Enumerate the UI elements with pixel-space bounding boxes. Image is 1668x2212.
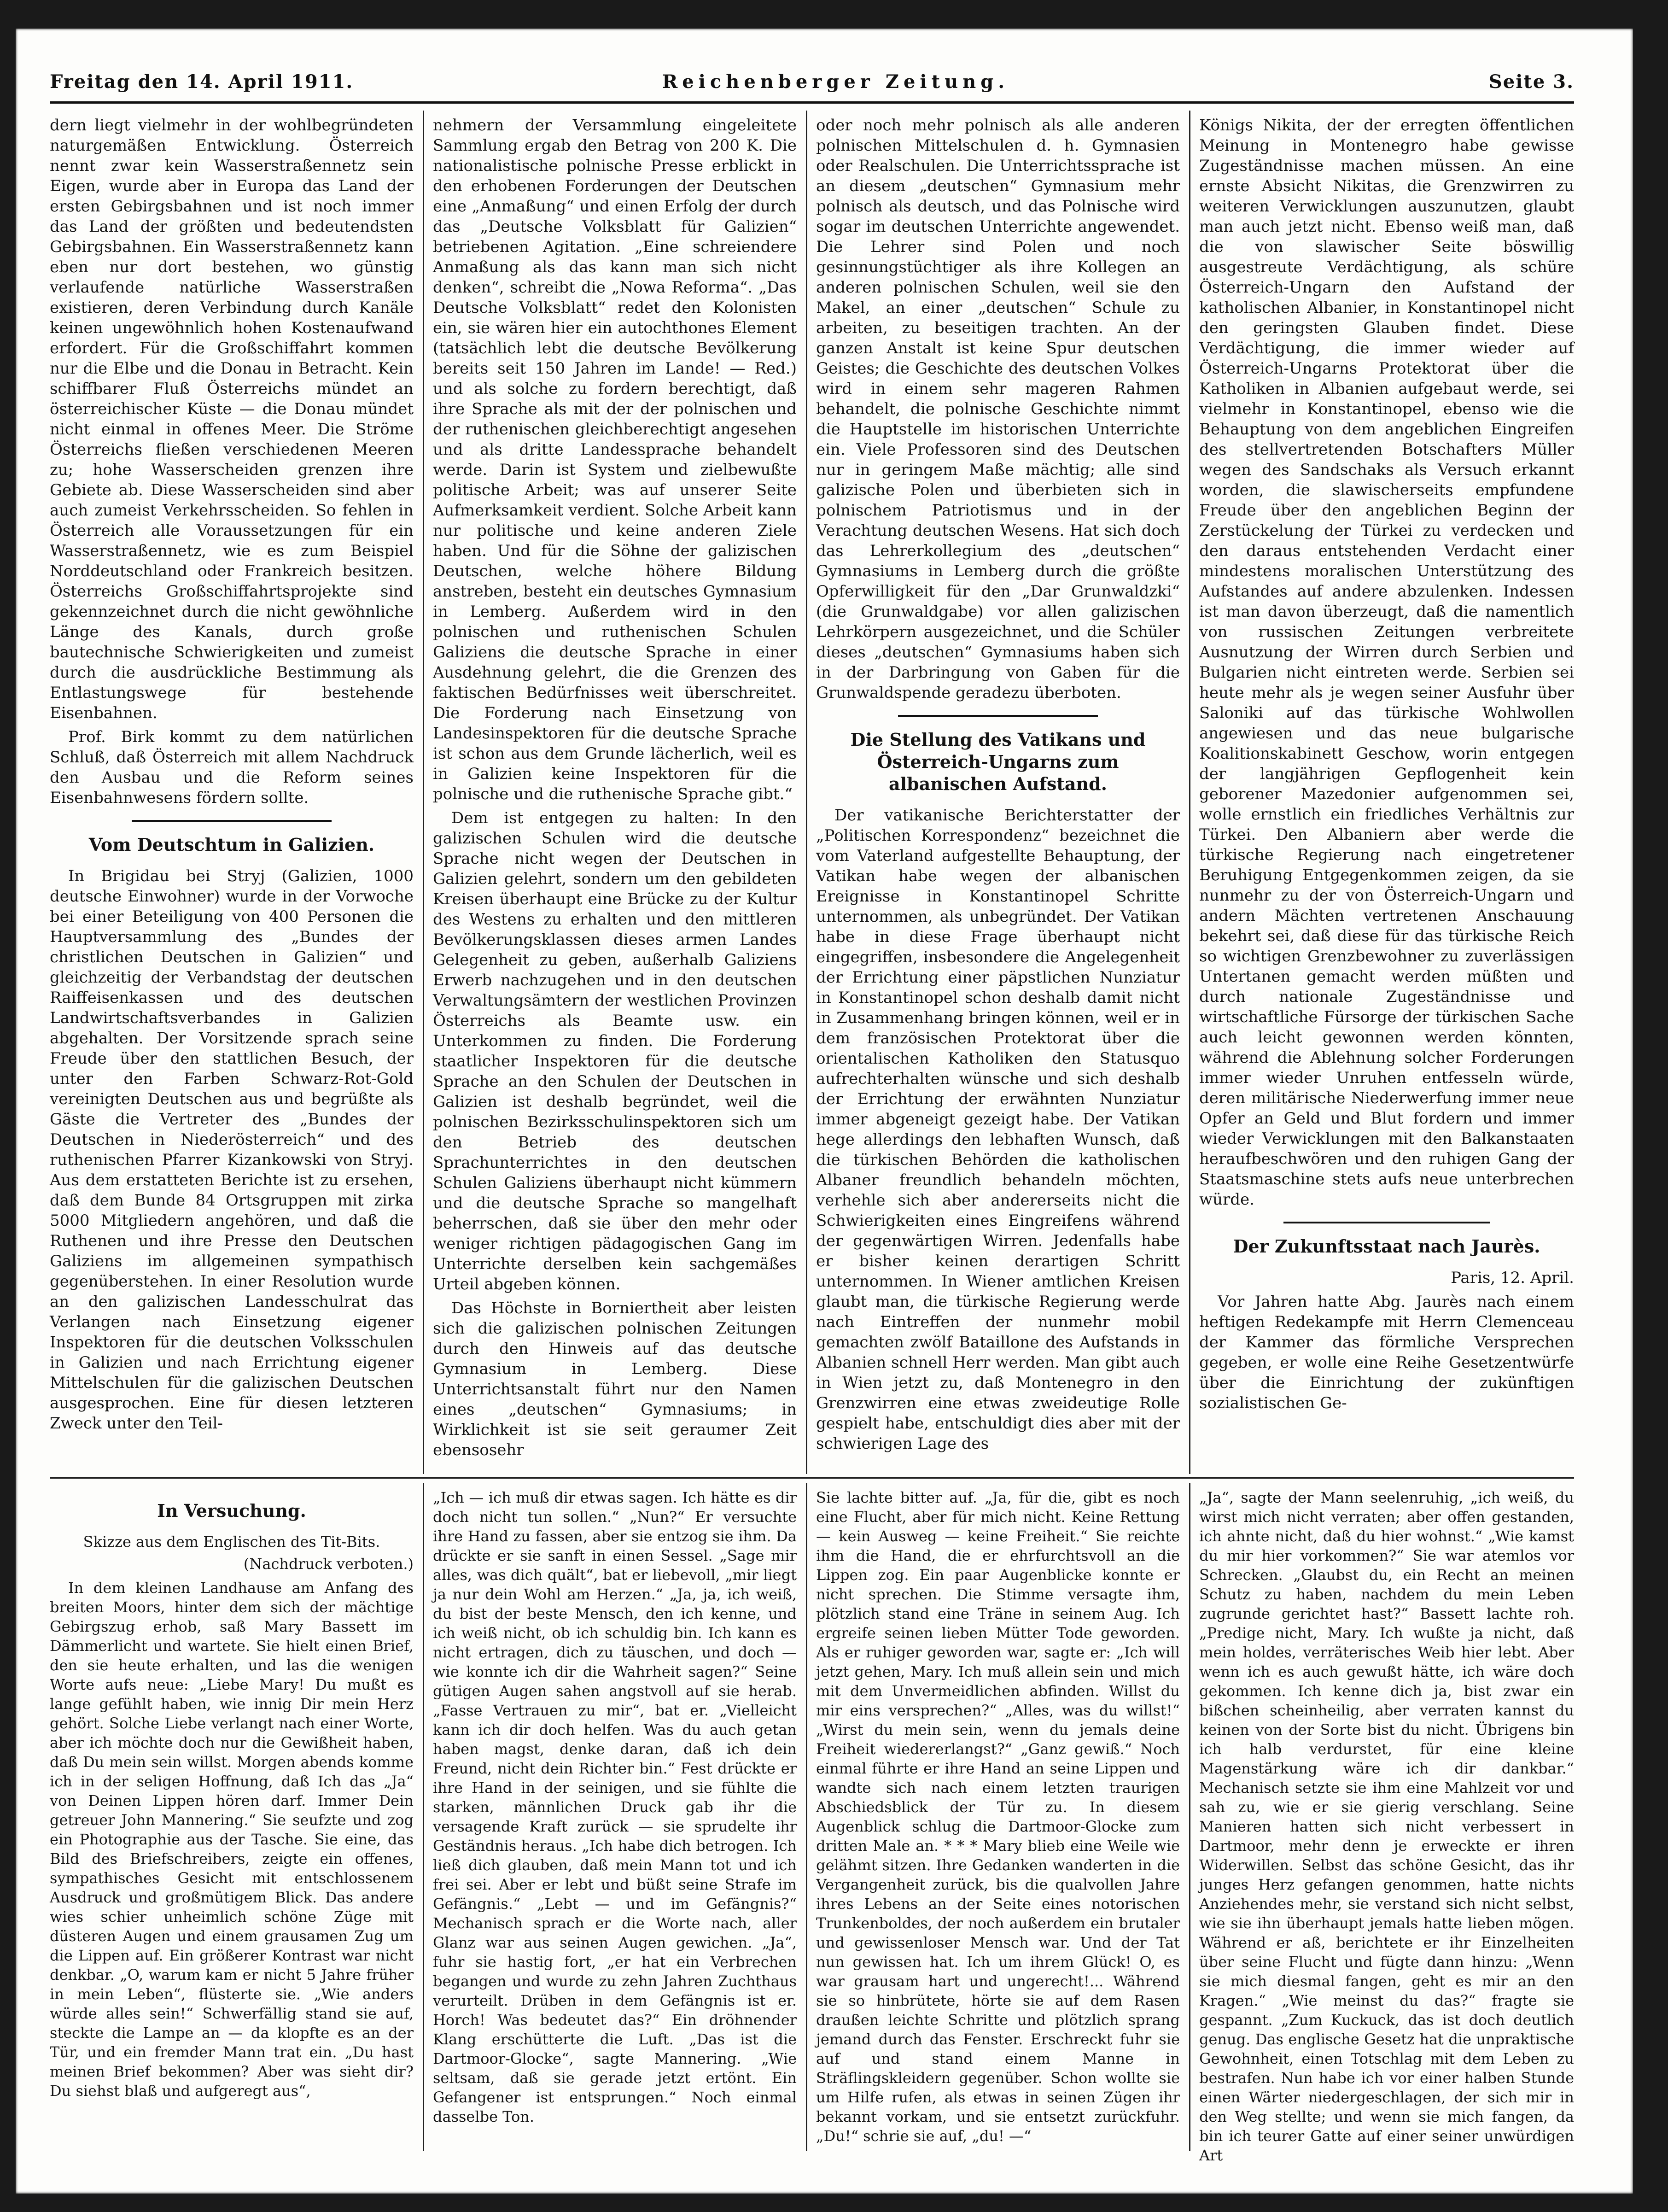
article-column-2 bbox=[433, 115, 797, 1479]
article-paragraph: dern liegt vielmehr in der wohlbegründeten naturgemäßen Entwicklung. Österreich nennt zwar kein Wasserstraßennetz sein Eigen, wurde aber in Europa das Land der ersten Gebirgsbahnen und ist noch immer das Land der größten und bedeutendsten Gebirgsbahnen. Ein Wasserstraßennetz kann eben nur dort bestehen, wo günstig verlaufende natürliche Wasserstraßen existieren, deren Verbindung durch Kanäle keinen ungewöhnlich hohen Kostenaufwand erfordert. Für die Großschiffahrt kommen nur die Elbe und die Donau in Betracht. Kein schiffbarer Fluß Österreichs mündet an österreichischer Küste — die Donau mündet nicht einmal in offenes Meer. Die Ströme Österreichs fließen verschiedenen Meeren zu; hohe Wasserscheiden grenzen ihre Gebiete ab. Diese Wasserscheiden sind aber auch zumeist Verkehrsscheiden. So fehlen in Österreich alle Voraussetzungen für ein Wasserstraßennetz, wie es zum Beispiel Norddeutschland oder Frankreich besitzen. Österreichs Großschiffahrtsprojekte sind gekennzeichnet durch die nicht gewöhnliche Länge des Kanals, durch große bautechnische Schwierigkeiten und zumeist durch die ausdrückliche Bestimmung als Entlastungswege für bestehende Eisenbahnen. bbox=[50, 116, 414, 722]
section-rule bbox=[1283, 1222, 1490, 1223]
feuilleton-paragraph: Sie lachte bitter auf. „Ja, für die, gibt es noch eine Flucht, aber für mich nicht. Keine Rettung — kein Ausweg — keine Freiheit.“ Sie reichte ihm die Hand, die er ehrfurchtsvoll an die Lippen zog. Ein paar Augenblicke konnte er nicht sprechen. Die Stimme versagte ihm, plötzlich stand eine Träne in seinem Aug. Ich ergreife seinen lieben Mütter Tode geworden. Als er ruhiger geworden war, sagte er: „Ich will jetzt gehen, Mary. Ich muß allein sein und mich mit dem Unvermeidlichen abfinden. Willst du mir eins versprechen?“ „Alles, was du willst!“ „Wirst du mein sein, wenn du jemals deine Freiheit wiedererlangst?“ „Ganz gewiß.“ Noch einmal führte er ihre Hand an seine Lippen und wandte sich nach einem letzten traurigen Abschiedsblick der Tür zu. In diesem Augenblick schlug die Dartmoor-Glocke zum dritten Male an. * * * Mary blieb eine Weile wie gelähmt sitzen. Ihre Gedanken wanderten in die Vergangenheit zurück, bis die qualvollen Jahre ihres Lebens an der Seite eines notorischen Trunkenboldes, der noch außerdem ein brutaler und gewissenloser Mensch war. Und der Tat nun gewissen hat. Ich um ihrem Glück! O, es war grausam hart und ungerecht!... Während sie so hinbrütete, hörte sie auf dem Rasen draußen leichte Schritte und plötzlich sprang jemand durch das Fenster. Erschreckt fuhr sie auf und stand einem Manne in Sträflingskleidern gegenüber. Schon wollte sie um Hilfe rufen, als etwas in seinen Zügen ihr bekannt vorkam, und sie entsetzt zurückfuhr. „Du!“ schrie sie auf, „du! —“ bbox=[816, 1489, 1180, 2145]
page-header bbox=[50, 55, 1574, 104]
reprint-note: (Nachdruck verboten.) bbox=[243, 1555, 414, 1573]
article-headline: Der Zukunftsstaat nach Jaurès. bbox=[1233, 1236, 1540, 1257]
article-paragraph: Dem ist entgegen zu halten: In den galizischen Schulen wird die deutsche Sprache nicht wegen der Deutschen in Galizien gelehrt, sondern um den gebildeten Kreisen überhaupt eine Brücke zu der Kultur des Westens zu erhalten und den mittleren Bevölkerungsklassen dieses armen Landes Gelegenheit zu geben, außerhalb Galiziens Erwerb nachzugehen und in den deutschen Verwaltungsämtern der westlichen Provinzen Österreichs als Beamte usw. ein Unterkommen zu finden. Die Forderung staatlicher Inspektoren für die deutsche Sprache an den Schulen der Deutschen in Galizien ist deshalb begründet, weil die polnischen Bezirksschulinspektoren sich um den Betrieb des deutschen Sprachunterrichtes in den deutschen Schulen Galiziens überhaupt nicht kümmern und die deutsche Sprache so mangelhaft beherrschen, daß sie über den mehr oder weniger richtigen pädagogischen Gang im Unterrichte derselben kein sachgemäßes Urteil abgeben können. bbox=[433, 809, 797, 1293]
article-paragraph: Das Höchste in Borniertheit aber leisten sich die galizischen polnischen Zeitungen durch den Hinweis auf das deutsche Gymnasium in Lemberg. Diese Unterrichtsanstalt führt nur den Namen eines „deutschen“ Gymnasiums; in Wirklichkeit ist sie seit geraumer Zeit ebensosehr bbox=[433, 1299, 797, 1459]
feuilleton-column-3 bbox=[816, 1488, 1180, 2151]
column-divider bbox=[423, 1483, 424, 2151]
article-paragraph: Königs Nikita, der der erregten öffentlichen Meinung in Montenegro habe gewisse Zugeständnisse machen müssen. An eine ernste Absicht Nikitas, die Grenzwirren zu weiteren Verwicklungen auszunutzen, glaubt man auch jetzt nicht. Ebenso weiß man, daß die von slawischer Seite böswillig ausgestreute Verdächtigung, als schüre Österreich-Ungarn den Aufstand der katholischen Albanier, in Konstantinopel nicht den geringsten Glauben findet. Diese Verdächtigung, die immer wieder auf Österreich-Ungarns Protektorat über die Katholiken in Albanien aufgebaut werde, sei vielmehr in Konstantinopel, ebenso wie die Behauptung von dem angeblichen Eingreifen des stellvertretenden Botschafters Müller wegen des Sandschaks als Versuch erkannt worden, die slawischerseits empfundene Freude über den angeblichen Beginn der Zerstückelung der Türkei zu verdecken und den daraus entstehenden Verdacht einer mindestens moralischen Unterstützung des Aufstandes auf andere abzulenken. Indessen ist man davon überzeugt, daß die namentlich von russischen Zeitungen verbreitete Ausnutzung der Wirren durch Serbien und Bulgarien nicht eintreten werde. Serbien sei heute mehr als je wegen seiner Ausfuhr über Saloniki auf das türkische Wohlwollen angewiesen und das neue bulgarische Koalitionskabinett Geschow, worin entgegen der langjährigen Gepflogenheit kein geborener Mazedonier aufgenommen sei, wolle ernstlich ein friedliches Verhältnis zur Türkei. Den Albaniern aber werde die türkische Regierung nach eingetretener Beruhigung Entgegenkommen zeigen, da sie nunmehr zu der von Österreich-Ungarn und andern Mächten vertretenen Anschauung bekehrt sei, daß diese für das türkische Reich so wichtigen Grenzbewohner zu zuverlässigen Untertanen gemacht werden müßten und durch nationale Zugeständnisse und wirtschaftliche Fürsorge der türkischen Sache auch leicht gewonnen werden könnten, während die Ablehnung solcher Forderungen immer wieder Unruhen entfesseln würde, deren militärische Niederwerfung immer neue Opfer an Geld und Blut fordern und immer wieder Verwicklungen mit den Balkanstaaten heraufbeschwören und den ruhigen Gang der Staatsmaschine stets aufs neue unterbrechen würde. bbox=[1199, 116, 1574, 1209]
article-paragraph: Vor Jahren hatte Abg. Jaurès nach einem heftigen Redekampfe mit Herrn Clemenceau der Kammer das förmliche Versprechen gegeben, er wolle eine Reihe Gesetzentwürfe über die Einrichtung der zukünftigen sozialistischen Ge- bbox=[1199, 1293, 1574, 1412]
article-column-1 bbox=[50, 115, 414, 1479]
article-paragraph: Der vatikanische Berichterstatter der „Politischen Korrespondenz“ bezeichnet die vom Vaterland aufgestellte Behauptung, der Vatikan habe wegen der albanischen Ereignisse in Konstantinopel Schritte unternommen, als unbegründet. Der Vatikan habe in diese Frage überhaupt nicht eingegriffen, insbesondere die Angelegenheit der Errichtung einer päpstlichen Nunziatur in Konstantinopel schon deshalb damit nicht in Zusammenhang bringen können, weil er in dem französischen Protektorat über die orientalischen Katholiken den Statusquo aufrechterhalten wünsche und sich deshalb der Errichtung der erwähnten Nunziatur immer abgeneigt gezeigt habe. Der Vatikan hege allerdings den lebhaften Wunsch, daß die türkischen Behörden die katholischen Albaner freundlich behandeln möchten, verhehle sich aber andererseits nicht die Schwierigkeiten eines Eingreifens während der gegenwärtigen Wirren. Jedenfalls habe er bisher keinen derartigen Schritt unternommen. In Wiener amtlichen Kreisen glaubt man, die türkische Regierung werde nach Eintreffen der nunmehr mobil gemachten zwölf Bataillone des Aufstands in Albanien schnell Herr werden. Man gibt auch in Wien jetzt zu, daß Montenegro in den Grenzwirren eine etwas zweideutige Rolle gespielt habe, entschuldigt dies aber mit der schwierigen Lage des bbox=[816, 806, 1180, 1453]
issue-date: Freitag den 14. April 1911. bbox=[50, 71, 354, 93]
feuilleton-column-2 bbox=[433, 1488, 797, 2151]
feuilleton-paragraph: In dem kleinen Landhause am Anfang des breiten Moors, hinter dem sich der mächtige Gebirgszug erhob, saß Mary Bassett im Dämmerlicht und wartete. Sie hielt einen Brief, den sie heute erhalten, und las die wenigen Worte aufs neue: „Liebe Mary! Du mußt es lange gefühlt haben, wie innig Dir mein Herz gehört. Solche Liebe verlangt nach einer Worte, aber ich möchte doch nur die Gewißheit haben, daß Du mein sein willst. Morgen abends komme ich in der seligen Hoffnung, daß Ich das „Ja“ von Deinen Lippen hören darf. Immer Dein getreuer John Mannering.“ Sie seufzte und zog ein Photographie aus der Tasche. Sie eine, das Bild des Briefschreibers, zeigte ein offenes, sympathisches Gesicht mit entschlossenem Ausdruck und großmütigem Blick. Das andere wies schier unheimlich schöne Züge mit düsteren Augen und einem grausamen Zug um die Lippen auf. Ein größerer Kontrast war nicht denkbar. „O, warum kam er nicht 5 Jahre früher in mein Leben“, flüsterte sie. „Wie anders würde alles sein!“ Schwerfällig stand sie auf, steckte die Lampe an — da klopfte es an der Tür, und ein fremder Mann trat ein. „Du hast meinen Brief bekommen? Aber was sieht dir? Du siehst blaß und aufgeregt aus“, bbox=[50, 1579, 414, 2100]
article-dateline: Paris, 12. April. bbox=[1451, 1269, 1574, 1287]
column-divider bbox=[423, 111, 424, 1474]
feuilleton-subtitle: Skizze aus dem Englischen des Tit-Bits. bbox=[83, 1533, 380, 1551]
section-rule bbox=[132, 820, 332, 822]
masthead: Reichenberger Zeitung. bbox=[662, 71, 1009, 93]
column-divider bbox=[806, 111, 807, 1474]
column-divider bbox=[1189, 1483, 1190, 2151]
feuilleton-paragraph: „Ich — ich muß dir etwas sagen. Ich hätte es dir doch nicht tun sollen.“ „Nun?“ Er versuchte ihre Hand zu fassen, aber sie entzog sie ihm. Da drückte er sie sanft in einen Sessel. „Sage mir alles, was dich quält“, bat er liebevoll, „mir liegt ja nur dein Wohl am Herzen.“ „Ja, ja, ich weiß, du bist der beste Mensch, den ich kenne, und ich weiß nicht, ob ich schuldig bin. Ich kann es nicht ertragen, dich zu täuschen, und doch — wie konnte ich dir die Wahrheit sagen?“ Seine gütigen Augen sahen angstvoll auf sie herab. „Fasse Vertrauen zu mir“, bat er. „Vielleicht kann ich dir doch helfen. Was du auch getan haben magst, denke daran, daß ich dein Freund, nicht dein Richter bin.“ Fest drückte er ihre Hand in der seinigen, und sie fühlte die starken, männlichen Druck gab ihr die versagende Kraft zurück — sie sprudelte ihr Geständnis heraus. „Ich habe dich betrogen. Ich ließ dich glauben, daß mein Mann tot und ich frei sei. Aber er lebt und büßt seine Strafe im Gefängnis.“ „Lebt — und im Gefängnis?“ Mechanisch sprach er die Worte nach, aller Glanz war aus seinen Augen gewichen. „Ja“, fuhr sie hastig fort, „er hat ein Verbrechen begangen und wurde zu zehn Jahren Zuchthaus verurteilt. Drüben in dem Gefängnis ist er. Horch! Was bedeutet das?“ Ein dröhnender Klang erschütterte die Luft. „Das ist die Dartmoor-Glocke“, sagte Mannering. „Wie seltsam, daß sie gerade jetzt ertönt. Ein Gefangener ist entsprungen.“ Noch einmal dasselbe Ton. bbox=[433, 1489, 797, 2125]
column-divider bbox=[806, 1483, 807, 2151]
article-paragraph: Prof. Birk kommt zu dem natürlichen Schluß, daß Österreich mit allem Nachdruck den Ausbau und die Reform seines Eisenbahnwesens fördern sollte. bbox=[50, 728, 414, 807]
article-paragraph: In Brigidau bei Stryj (Galizien, 1000 deutsche Einwohner) wurde in der Vorwoche bei einer Beteiligung von 400 Personen die Hauptversammlung des „Bundes der christlichen Deutschen in Galizien“ und gleichzeitig der Verbandstag der deutschen Raiffeisenkassen und des deutschen Landwirtschaftsverbandes in Galizien abgehalten. Der Vorsitzende sprach seine Freude über den stattlichen Besuch, der unter den Farben Schwarz-Rot-Gold vereinigten Deutschen aus und begrüßte als Gäste die Vertreter des „Bundes der Deutschen in Niederösterreich“ und des ruthenischen Pfarrer Kizankowski von Stryj. Aus dem erstatteten Berichte ist zu ersehen, daß dem Bunde 84 Ortsgruppen mit zirka 5000 Mitgliedern angehören, und daß die Ruthenen und ihre Presse den Deutschen Galiziens im allgemeinen sympathisch gegenüberstehen. In einer Resolution wurde an den galizischen Landesschulrat das Verlangen nach Einsetzung eigener Inspektoren für die deutschen Volksschulen in Galizien und nach Errichtung eigener Mittelschulen für die galizischen Deutschen ausgesprochen. Eine für diesen letzteren Zweck unter den Teil- bbox=[50, 867, 414, 1433]
article-column-4 bbox=[1199, 115, 1574, 1479]
article-paragraph: nehmern der Versammlung eingeleitete Sammlung ergab den Betrag von 200 K. Die nationalistische polnische Presse erblickt in den erhobenen Forderungen der Deutschen eine „Anmaßung“ und einen Erfolg der durch das „Deutsche Volksblatt für Galizien“ betriebenen Agitation. „Eine schreiendere Anmaßung als das kann man sich nicht denken“, schreibt die „Nowa Reforma“. „Das Deutsche Volksblatt“ redet den Kolonisten ein, sie wären hier ein autochthones Element (tatsächlich lebt die deutsche Bevölkerung bereits seit 150 Jahren im Lande! — Red.) und als solche zu fordern berechtigt, daß ihre Sprache als mit der der polnischen und der ruthenischen gleichberechtigt angesehen und als dritte Landessprache behandelt werde. Darin ist System und zielbewußte politische Arbeit; was auf unserer Seite Aufmerksamkeit verdient. Solche Arbeit kann nur politische und keine anderen Ziele haben. Und für die Söhne der galizischen Deutschen, welche höhere Bildung anstreben, besteht ein deutsches Gymnasium in Lemberg. Außerdem wird in den polnischen und ruthenischen Schulen Galiziens die deutsche Sprache in einer Ausdehnung gelehrt, die die Grenzen des faktischen Bedürfnisses weit überschreitet. Die Forderung nach Einsetzung von Landesinspektoren für die deutsche Sprache ist schon aus dem Grunde lächerlich, weil es in Galizien keine Inspektoren für die polnische und die ruthenische Sprache gibt.“ bbox=[433, 116, 797, 803]
feuilleton-column-4 bbox=[1199, 1488, 1574, 2164]
section-rule bbox=[898, 715, 1098, 717]
feuilleton-column-1 bbox=[50, 1488, 414, 2151]
feuilleton-title: In Versuchung. bbox=[157, 1500, 306, 1521]
column-divider bbox=[1189, 111, 1190, 1474]
article-headline: Die Stellung des Vatikans und Österreich-Ungarns zum albanischen Aufstand. bbox=[850, 729, 1146, 794]
feuilleton-paragraph: „Ja“, sagte der Mann seelenruhig, „ich weiß, du wirst mich nicht verraten; aber offen gestanden, ich ahnte nicht, daß du hier wohnst.“ „Wie kamst du mir hier vorkommen?“ Sie war atemlos vor Schrecken. „Glaubst du, ein Recht an meinen Schutz zu haben, nachdem du mein Leben zugrunde gerichtet hast?“ Bassett lachte roh. „Predige nicht, Mary. Ich wußte ja nicht, daß mein holdes, verräterisches Weib hier lebt. Aber wenn ich es auch gewußt hätte, ich wäre doch gekommen. Ich kenne dich ja, bist zwar ein bißchen scheinheilig, aber verraten kannst du keinen von der Sorte bist du nicht. Übrigens bin ich halb verdurstet, für eine kleine Magenstärkung wäre ich dir dankbar.“ Mechanisch setzte sie ihm eine Mahlzeit vor und sah zu, wie er sie gierig verschlang. Seine Manieren hatten sich nicht verbessert in Dartmoor, mehr denn je erweckte er ihren Widerwillen. Selbst das schöne Gesicht, das ihr junges Herz gefangen genommen, hatte nichts Anziehendes mehr, sie verstand sich nicht selbst, wie sie ihn überhaupt jemals hatte lieben mögen. Während er aß, berichtete er ihr Einzelheiten über seine Flucht und fügte dann hinzu: „Wenn sie mich diesmal fangen, geht es mir an den Kragen.“ „Wie meinst du das?“ fragte sie gespannt. „Zum Kuckuck, das ist doch deutlich genug. Das englische Gesetz hat die unpraktische Gewohnheit, einen Totschlag mit dem Leben zu bestrafen. Nun habe ich vor einer halben Stunde einen Wärter niedergeschlagen, der sich mir in den Weg stellte; und wenn sie mich fangen, da bin ich teurer Gatte auf einer seiner unwürdigen Art bbox=[1199, 1489, 1574, 2164]
article-paragraph: oder noch mehr polnisch als alle anderen polnischen Mittelschulen d. h. Gymnasien oder Realschulen. Die Unterrichtssprache ist an diesem „deutschen“ Gymnasium mehr polnisch als deutsch, und das Polnische wird sogar im deutschen Unterrichte angewendet. Die Lehrer sind Polen und noch gesinnungstüchtiger als ihre Kollegen an anderen polnischen Schulen, weil sie den Makel, an einer „deutschen“ Schule zu arbeiten, zu beseitigen trachten. An der ganzen Anstalt ist keine Spur deutschen Geistes; die Geschichte des deutschen Volkes wird in einem sehr mageren Rahmen behandelt, die polnische Geschichte nimmt die Hauptstelle im historischen Unterrichte ein. Viele Professoren sind des Deutschen nur in geringem Maße mächtig; alle sind galizische Polen und überbieten sich in polnischem Patriotismus und in der Verachtung deutschen Wesens. Hat sich doch das Lehrerkollegium des „deutschen“ Gymnasiums in Lemberg durch die größte Opferwilligkeit für den „Dar Grunwaldzki“ (die Grunwaldgabe) vor allen galizischen Lehrkörpern ausgezeichnet, und die Schüler dieses „deutschen“ Gymnasiums haben sich in der Darbringung von Gaben für die Grunwaldspende geradezu überboten. bbox=[816, 116, 1180, 702]
page-number: Seite 3. bbox=[1488, 71, 1574, 93]
article-headline: Vom Deutschtum in Galizien. bbox=[88, 834, 375, 855]
article-column-3 bbox=[816, 115, 1180, 1479]
